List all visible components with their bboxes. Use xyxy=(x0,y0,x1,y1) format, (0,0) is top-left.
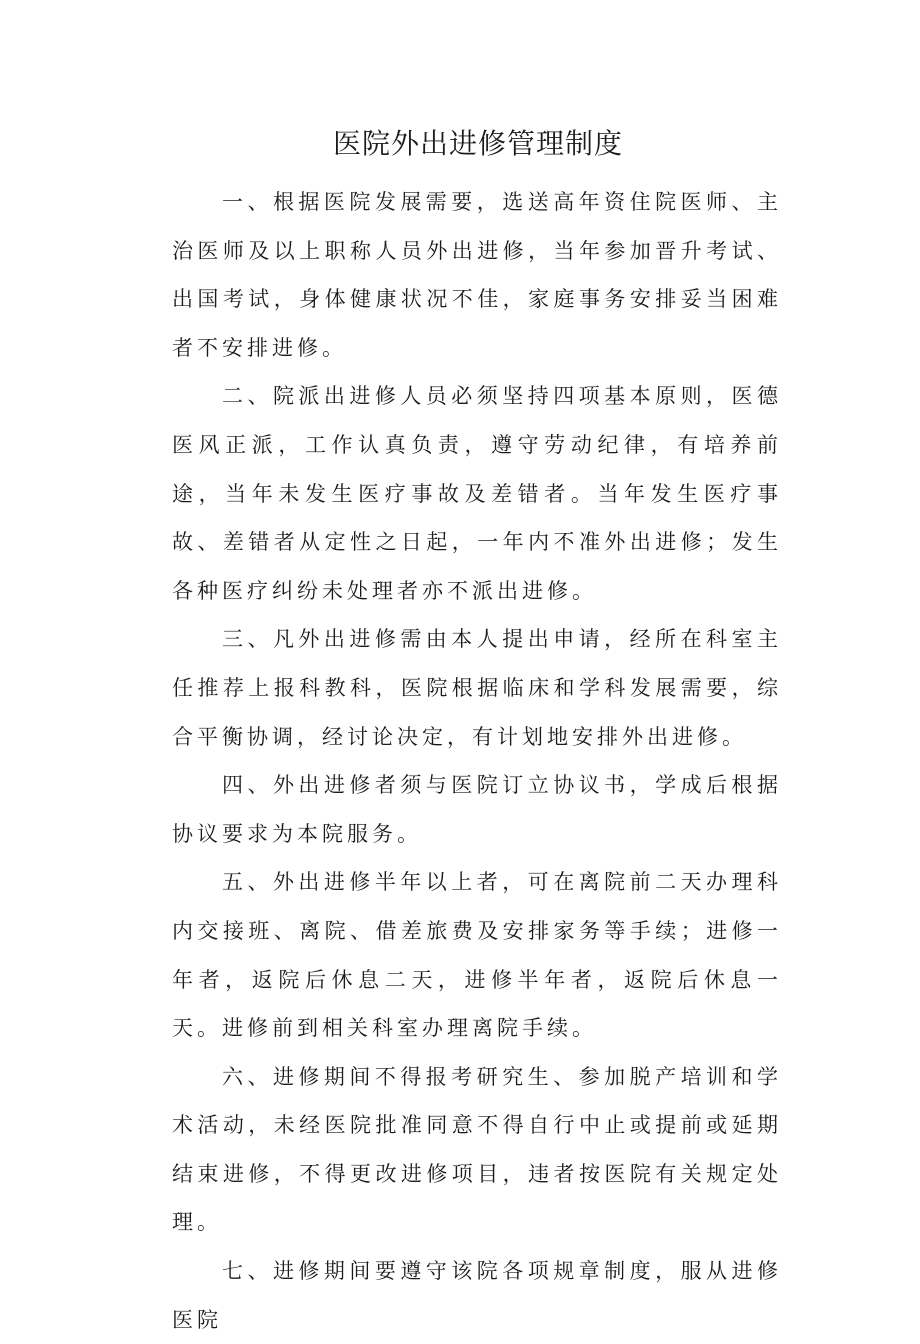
paragraph-3: 三、凡外出进修需由本人提出申请，经所在科室主任推荐上报科教科，医院根据临床和学科发展需要，综合平衡协调，经讨论决定，有计划地安排外出进修。 xyxy=(172,627,782,749)
paragraph-4: 四、外出进修者须与医院订立协议书，学成后根据协议要求为本院服务。 xyxy=(172,773,782,846)
paragraph-2: 二、院派出进修人员必须坚持四项基本原则，医德医风正派，工作认真负责，遵守劳动纪律，有培养前途，当年未发生医疗事故及差错者。当年发生医疗事故、差错者从定性之日起，一年内不准外出进修；发生各种医疗纠纷未处理者亦不派出进修。 xyxy=(172,384,782,603)
document-title: 医院外出进修管理制度 xyxy=(332,127,623,160)
paragraph-7: 七、进修期间要遵守该院各项规章制度，服从进修医院 xyxy=(172,1259,782,1332)
document-body xyxy=(172,178,782,1344)
paragraph-1: 一、根据医院发展需要，选送高年资住院医师、主治医师及以上职称人员外出进修，当年参加晋升考试、出国考试，身体健康状况不佳，家庭事务安排妥当困难者不安排进修。 xyxy=(172,190,782,360)
paragraph-5: 五、外出进修半年以上者，可在离院前二天办理科内交接班、离院、借差旅费及安排家务等手续；进修一年者，返院后休息二天，进修半年者，返院后休息一天。进修前到相关科室办理离院手续。 xyxy=(172,870,782,1041)
paragraph-6: 六、进修期间不得报考研究生、参加脱产培训和学术活动，未经医院批准同意不得自行中止或提前或延期结束进修，不得更改进修项目，违者按医院有关规定处理。 xyxy=(172,1064,782,1235)
